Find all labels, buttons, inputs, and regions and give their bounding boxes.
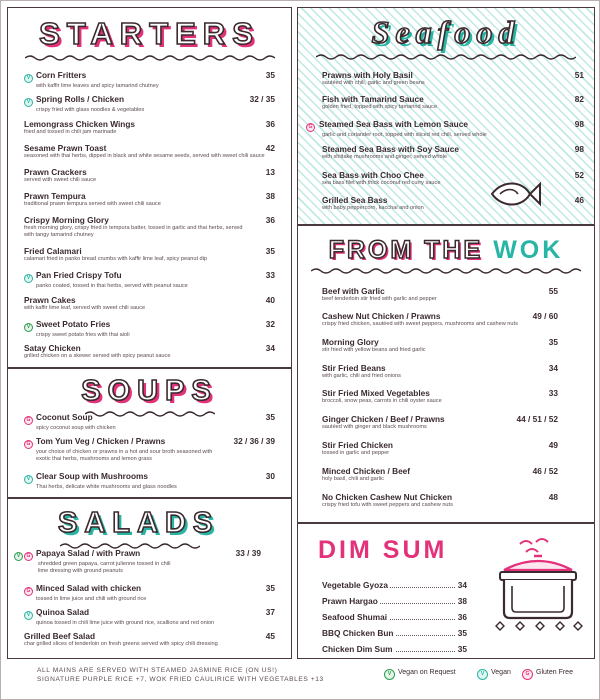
item-price: 32 / 36 / 39 <box>233 436 275 446</box>
item-desc: sautéed with chili, garlic and green beans <box>322 80 425 86</box>
item-name: Cashew Nut Chicken / Prawns <box>322 311 441 321</box>
item-desc: fried and tossed in chili jam marinade <box>24 129 117 135</box>
menu-item <box>322 414 558 431</box>
wavy-divider-icon <box>25 54 275 62</box>
footer-line-1: ALL MAINS ARE SERVED WITH STEAMED JASMINE RICE (ON US!) <box>37 667 278 674</box>
item-name: Sweet Potato Fries <box>36 319 111 329</box>
item-desc: shredded green papaya, carrot julienne tossed in chili lime dressing with ground peanuts <box>38 561 171 574</box>
item-desc: fresh morning glory, crispy fried in tempura batter, tossed in garlic and thai herbs, served with tangy tamarind chutney <box>24 225 243 238</box>
item-desc: seasoned with thai herbs, dipped in black and white sesame seeds, served with sweet chili sauce <box>24 153 265 159</box>
item-name: No Chicken Cashew Nut Chicken <box>322 492 453 502</box>
menu-item <box>306 195 584 212</box>
item-price: 48 <box>548 492 558 502</box>
menu-item <box>306 170 584 187</box>
item-desc: calamari fried in panko bread crumbs with kaffir lime leaf, spicy peanut dip <box>24 256 208 262</box>
item-name: Prawn Tempura <box>24 191 86 201</box>
gluten-free-icon: G <box>24 587 33 596</box>
seafood-list <box>306 70 584 220</box>
vegan-on-request-icon: V <box>384 669 395 680</box>
item-desc: broccoli, snow peas, carrots in chili oyster sauce <box>322 398 442 404</box>
seafood-title: Seafood <box>371 14 521 50</box>
salads-title: SALADS <box>58 507 220 539</box>
dimsum-title: DIM SUM <box>318 536 448 564</box>
item-desc: with kaffir lime leaves and spicy tamarind chutney <box>36 83 159 89</box>
item-name: Prawn Crackers <box>24 167 87 177</box>
gluten-free-icon: G <box>522 669 533 680</box>
legend-vegan <box>477 669 511 680</box>
item-price: 38 <box>265 191 275 201</box>
item-desc: char grilled slices of tenderloin on fresh greens served with spicy chili dressing <box>24 641 218 647</box>
menu-item <box>24 270 275 290</box>
menu-item <box>306 70 584 87</box>
item-name: Beef with Garlic <box>322 286 385 296</box>
item-price: 36 <box>457 612 467 622</box>
item-desc: with baby peppercorn, kacchai and onion <box>322 205 424 211</box>
item-name: Chicken Dim Sum <box>322 644 393 654</box>
dimsum-item <box>322 644 467 654</box>
vegan-icon: V <box>477 669 488 680</box>
item-price: 35 <box>548 337 558 347</box>
vegan-on-request-icon: V <box>14 552 23 561</box>
wavy-divider-icon <box>311 267 581 275</box>
item-desc: tossed in garlic and pepper <box>322 450 390 456</box>
menu-item <box>14 607 275 627</box>
item-desc: sautéed with ginger and black mushrooms <box>322 424 427 430</box>
menu-item <box>322 311 558 328</box>
item-price: 51 <box>574 70 584 80</box>
item-price: 45 <box>265 631 275 641</box>
menu-item <box>322 440 558 457</box>
item-name: Lemongrass Chicken Wings <box>24 119 136 129</box>
item-desc: panko coated, tossed in thai herbs, served with peanut sauce <box>36 283 188 289</box>
item-name: Spring Rolls / Chicken <box>36 94 125 104</box>
menu-item <box>306 94 584 111</box>
item-price: 35 <box>265 246 275 256</box>
item-price: 82 <box>574 94 584 104</box>
item-name: Fried Calamari <box>24 246 82 256</box>
item-price: 34 <box>265 343 275 353</box>
item-desc: crispy fried tofu with sweet peppers and cashew nuts <box>322 502 453 508</box>
dim-sum-basket-icon <box>490 536 586 636</box>
item-price: 36 <box>265 215 275 225</box>
menu-item <box>322 492 558 509</box>
menu-item <box>322 337 558 354</box>
menu-item <box>24 295 275 312</box>
item-price: 42 <box>265 143 275 153</box>
item-name: Tom Yum Veg / Chicken / Prawns <box>36 436 166 446</box>
item-name: Prawns with Holy Basil <box>322 70 413 80</box>
wavy-divider-icon <box>316 53 576 61</box>
item-name: Coconut Soup <box>36 412 93 422</box>
soups-section <box>7 368 292 498</box>
item-name: Prawn Hargao <box>322 596 378 606</box>
vegan-icon: V <box>24 98 33 107</box>
item-name: Minced Salad with chicken <box>36 583 142 593</box>
item-price: 35 <box>457 644 467 654</box>
dimsum-section <box>297 523 595 659</box>
soups-title: SOUPS <box>81 375 218 407</box>
legend-vegan-on-request <box>384 669 456 680</box>
footer-note <box>37 667 324 684</box>
item-price: 38 <box>457 596 467 606</box>
legend-label: Vegan <box>491 669 511 676</box>
item-name: Vegetable Gyoza <box>322 580 388 590</box>
item-desc: quinoa tossed in chili lime juice with ground rice, scallions and red onion <box>36 620 215 626</box>
item-desc: garlic and coriander root, topped with sliced red chili, served whole <box>322 132 487 138</box>
item-name: Papaya Salad / with Prawn <box>36 548 141 558</box>
item-desc: Thai herbs, delicate white mushrooms and glass noodles <box>36 484 177 490</box>
item-price: 49 / 60 <box>532 311 558 321</box>
legend-gluten-free <box>522 669 573 680</box>
vegan-on-request-icon: V <box>24 323 33 332</box>
wok-list <box>322 286 558 516</box>
item-desc: crispy sweet potato fries with thai aioli <box>36 332 130 338</box>
item-desc: stir fried with yellow beans and fried garlic <box>322 347 426 353</box>
item-desc: crispy fried with glass noodles & vegetables <box>36 107 145 113</box>
item-price: 44 / 51 / 52 <box>516 414 558 424</box>
item-name: Grilled Beef Salad <box>24 631 96 641</box>
menu-item <box>24 319 275 339</box>
item-name: Pan Fried Crispy Tofu <box>36 270 122 280</box>
item-name: Morning Glory <box>322 337 379 347</box>
item-price: 32 / 35 <box>249 94 275 104</box>
dimsum-item <box>322 580 467 590</box>
menu-item <box>24 191 275 208</box>
item-price: 49 <box>548 440 558 450</box>
menu-item <box>322 286 558 303</box>
menu-item <box>24 343 275 360</box>
item-price: 52 <box>574 170 584 180</box>
item-desc: with kaffir lime leaf, served with sweet chili sauce <box>24 305 146 311</box>
gluten-free-icon: G <box>24 416 33 425</box>
vegan-icon: V <box>24 274 33 283</box>
item-desc: traditional prawn tempura served with sweet chili sauce <box>24 201 161 207</box>
legend-label: Vegan on Request <box>398 669 456 676</box>
seafood-section <box>297 7 595 225</box>
item-desc: spicy coconut soup with chicken <box>36 425 116 431</box>
item-price: 33 <box>265 270 275 280</box>
menu-item <box>306 144 584 161</box>
menu-item <box>24 436 275 462</box>
item-price: 30 <box>265 471 275 481</box>
menu-item <box>24 119 275 136</box>
soups-list <box>24 412 275 497</box>
item-name: Clear Soup with Mushrooms <box>36 471 149 481</box>
item-name: Sea Bass with Choo Chee <box>322 170 424 180</box>
menu-item <box>322 363 558 380</box>
menu-item <box>322 466 558 483</box>
menu-item <box>24 246 275 263</box>
item-desc: crispy fried chicken, sautéed with sweet peppers, mushrooms and cashew nuts <box>322 321 518 327</box>
item-desc: your choice of chicken or prawns in a hot and sour broth seasoned with exotic thai herbs, mushrooms and lemon grass <box>36 449 213 462</box>
item-price: 46 / 52 <box>532 466 558 476</box>
wok-section <box>297 225 595 523</box>
item-name: Prawn Cakes <box>24 295 76 305</box>
item-desc: with garlic, chili and fried onions <box>322 373 401 379</box>
vegan-icon: V <box>24 611 33 620</box>
wok-title-part1: FROM THE <box>328 236 494 264</box>
item-name: Fish with Tamarind Sauce <box>322 94 424 104</box>
item-name: Stir Fried Beans <box>322 363 386 373</box>
item-price: 36 <box>265 119 275 129</box>
item-name: Steamed Sea Bass with Lemon Sauce <box>319 119 468 129</box>
dimsum-item <box>322 612 467 622</box>
menu-item <box>24 94 275 114</box>
vegan-icon: V <box>24 74 33 83</box>
item-name: Stir Fried Chicken <box>322 440 394 450</box>
item-name: Ginger Chicken / Beef / Prawns <box>322 414 445 424</box>
item-name: Quinoa Salad <box>36 607 90 617</box>
vegan-icon: V <box>24 475 33 484</box>
menu-item <box>24 412 275 432</box>
menu-item <box>14 548 275 574</box>
salads-list <box>14 548 275 658</box>
menu-item <box>24 471 275 491</box>
menu-item <box>14 583 275 603</box>
item-price: 37 <box>265 607 275 617</box>
item-desc: golden fried, topped with spicy tamarind sauce <box>322 104 438 110</box>
item-name: Corn Fritters <box>36 70 87 80</box>
gluten-free-icon: G <box>24 552 33 561</box>
item-desc: sea bass filet with thick coconut red curry sauce <box>322 180 441 186</box>
menu-item <box>24 167 275 184</box>
item-name: Satay Chicken <box>24 343 81 353</box>
item-desc: with shiitake mushrooms and ginger, served whole <box>322 154 447 160</box>
salads-section <box>7 498 292 659</box>
item-price: 35 <box>265 583 275 593</box>
menu-item <box>24 143 275 160</box>
item-name: Stir Fried Mixed Vegetables <box>322 388 430 398</box>
item-desc: served with sweet chili sauce <box>24 177 97 183</box>
menu-item <box>14 631 275 648</box>
item-desc: grilled chicken on a skewer served with spicy peanut sauce <box>24 353 171 359</box>
dimsum-item <box>322 628 467 638</box>
starters-list <box>24 70 275 370</box>
item-price: 34 <box>548 363 558 373</box>
gluten-free-icon: G <box>306 123 315 132</box>
item-price: 33 / 39 <box>235 548 261 558</box>
item-price: 35 <box>457 628 467 638</box>
item-price: 46 <box>574 195 584 205</box>
item-price: 55 <box>548 286 558 296</box>
item-price: 13 <box>265 167 275 177</box>
starters-title: STARTERS <box>39 16 260 51</box>
menu-item <box>24 215 275 238</box>
item-price: 40 <box>265 295 275 305</box>
item-name: BBQ Chicken Bun <box>322 628 394 638</box>
item-desc: tossed in lime juice and chili with ground rice <box>36 596 147 602</box>
item-price: 98 <box>574 119 584 129</box>
menu-item <box>306 119 584 139</box>
item-name: Grilled Sea Bass <box>322 195 388 205</box>
menu-item <box>322 388 558 405</box>
wok-title-part2: WOK <box>493 236 564 264</box>
item-price: 34 <box>457 580 467 590</box>
item-price: 32 <box>265 319 275 329</box>
item-name: Minced Chicken / Beef <box>322 466 411 476</box>
dimsum-item <box>322 596 467 606</box>
starters-section <box>7 7 292 368</box>
item-name: Sesame Prawn Toast <box>24 143 107 153</box>
footer-line-2: SIGNATURE PURPLE RICE +7, WOK FRIED CAULIRICE WITH VEGETABLES +13 <box>37 675 324 683</box>
item-price: 98 <box>574 144 584 154</box>
item-price: 33 <box>548 388 558 398</box>
gluten-free-icon: G <box>24 440 33 449</box>
fish-icon <box>486 176 542 212</box>
legend-label: Gluten Free <box>536 669 573 676</box>
menu-item <box>24 70 275 90</box>
wok-title <box>298 236 594 265</box>
item-name: Steamed Sea Bass with Soy Sauce <box>322 144 459 154</box>
item-name: Seafood Shumai <box>322 612 388 622</box>
item-price: 35 <box>265 412 275 422</box>
item-desc: holy basil, chili and garlic <box>322 476 384 482</box>
item-desc: beef tenderloin stir fried with garlic and pepper <box>322 296 437 302</box>
item-price: 35 <box>265 70 275 80</box>
item-name: Crispy Morning Glory <box>24 215 109 225</box>
